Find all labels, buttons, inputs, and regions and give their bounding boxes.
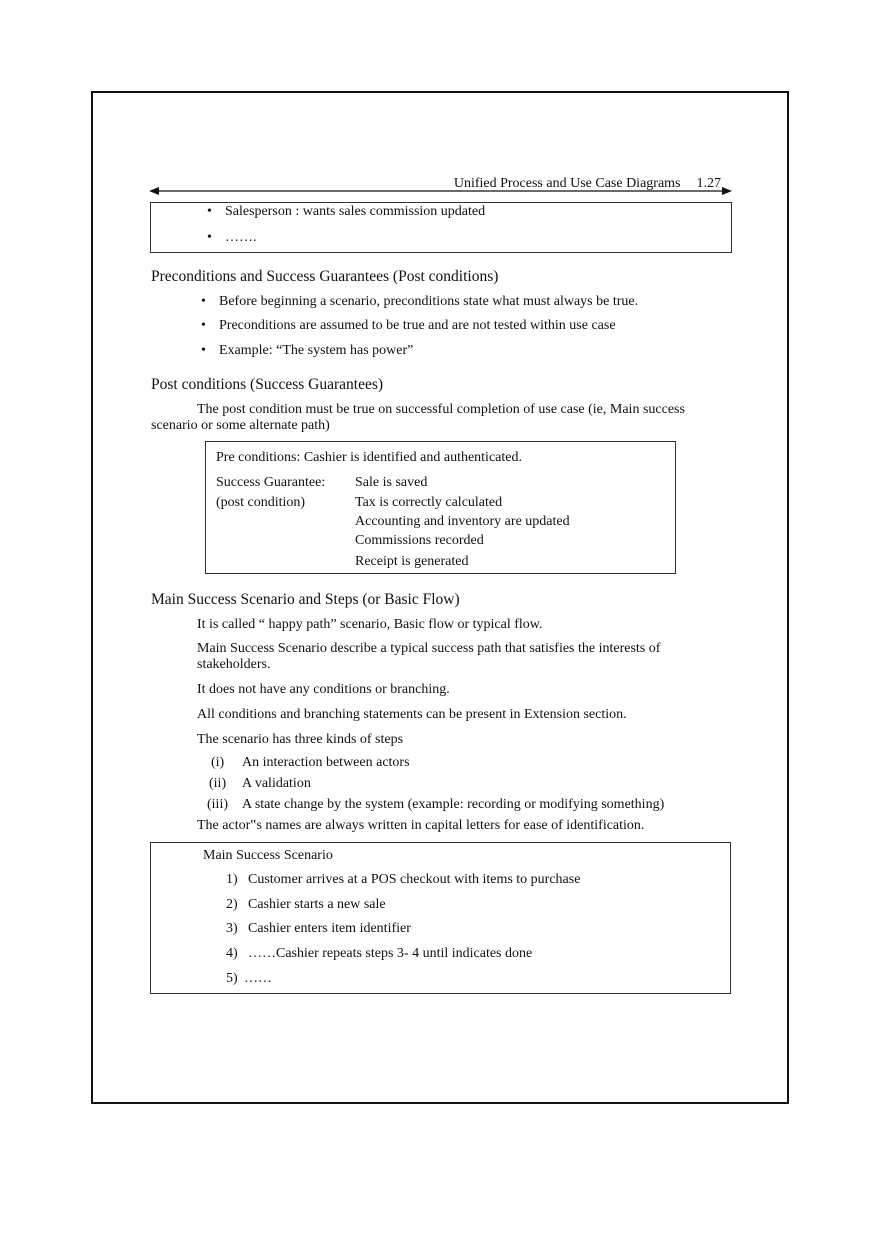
scenario-step-number: 3) (226, 921, 238, 936)
scenario-step-text: Cashier starts a new sale (248, 897, 386, 912)
step-text: A validation (242, 776, 311, 791)
step-text: An interaction between actors (242, 755, 410, 770)
scenario-step-text: Cashier enters item identifier (248, 921, 411, 936)
paragraph: The actor‟s names are always written in capital letters for ease of identification. (197, 818, 645, 833)
precondition-text: Pre conditions: Cashier is identified and authenticated. (216, 450, 522, 465)
guarantee-item: Sale is saved (355, 475, 428, 490)
guarantee-label: (post condition) (216, 495, 306, 510)
guarantee-item: Accounting and inventory are updated (355, 514, 570, 529)
scenario-step-text: …… (244, 971, 272, 986)
scenario-title: Main Success Scenario (203, 848, 333, 863)
scenario-step-number: 5) (226, 971, 238, 986)
guarantee-item: Commissions recorded (355, 533, 484, 548)
page-number: 1.27 (696, 176, 721, 191)
header-title: Unified Process and Use Case Diagrams (453, 176, 681, 191)
paragraph: The scenario has three kinds of steps (197, 732, 404, 747)
paragraph: The post condition must be true on successful completion of use case (ie, Main success (197, 402, 685, 417)
guarantee-item: Receipt is generated (355, 554, 469, 569)
list-item: • Example: “The system has power” (219, 343, 413, 359)
list-item: • ……. (225, 230, 257, 246)
scenario-step-text: Customer arrives at a POS checkout with items to purchase (248, 872, 581, 887)
scenario-step-number: 1) (226, 872, 238, 887)
step-number: (ii) (209, 776, 227, 791)
section-heading: Main Success Scenario and Steps (or Basic Flow) (151, 591, 460, 608)
paragraph: stakeholders. (197, 657, 271, 672)
list-item: • Before beginning a scenario, preconditions state what must always be true. (219, 294, 638, 310)
section-heading: Preconditions and Success Guarantees (Post conditions) (151, 268, 499, 285)
step-number: (i) (211, 755, 225, 770)
paragraph: Main Success Scenario describe a typical success path that satisfies the interests of (197, 641, 661, 656)
guarantee-item: Tax is correctly calculated (355, 495, 503, 510)
paragraph: scenario or some alternate path) (151, 418, 330, 433)
guarantee-label: Success Guarantee: (216, 475, 326, 490)
paragraph: It is called “ happy path” scenario, Basic flow or typical flow. (197, 617, 543, 632)
paragraph: It does not have any conditions or branching. (197, 682, 450, 697)
list-item: • Preconditions are assumed to be true and are not tested within use case (219, 318, 616, 334)
scenario-step-text: ……Cashier repeats steps 3- 4 until indicates done (248, 946, 533, 961)
list-item: • Salesperson : wants sales commission updated (225, 204, 485, 220)
paragraph: All conditions and branching statements can be present in Extension section. (197, 707, 627, 722)
scenario-step-number: 2) (226, 897, 238, 912)
scenario-step-number: 4) (226, 946, 238, 961)
step-text: A state change by the system (example: recording or modifying something) (242, 797, 665, 812)
step-number: (iii) (207, 797, 228, 812)
header-arrow (149, 185, 732, 197)
section-heading: Post conditions (Success Guarantees) (151, 376, 384, 393)
